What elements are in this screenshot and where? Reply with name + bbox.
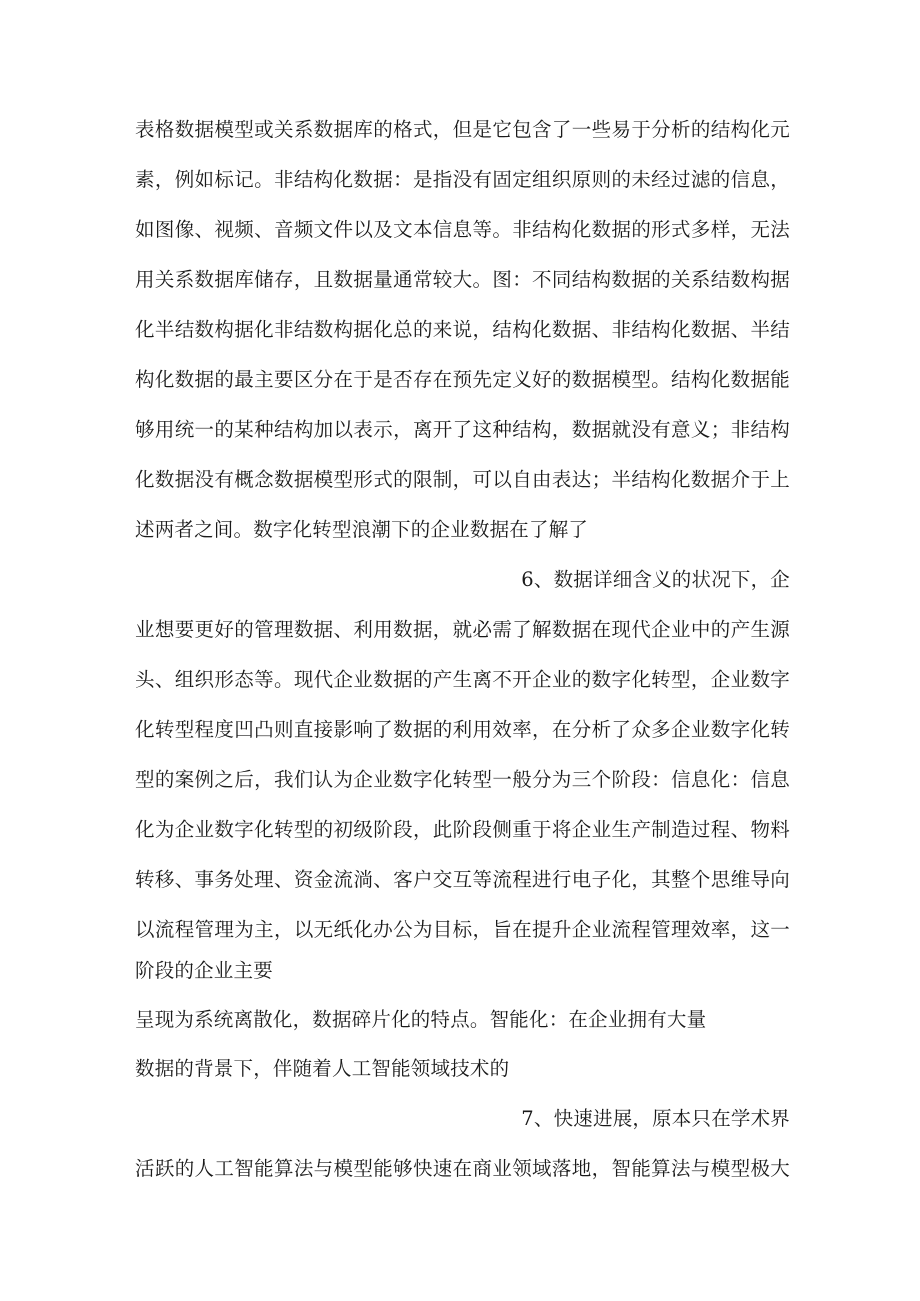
text-line: 业想要更好的管理数据、利用数据，就必需了解数据在现代企业中的产生源	[135, 618, 790, 641]
text-line: 表格数据模型或关系数据库的格式，但是它包含了一些易于分析的结构化元	[135, 118, 790, 141]
text-line: 化半结数构据化非结数构据化总的来说，结构化数据、非结构化数据、半结	[135, 318, 790, 341]
section-heading-6: 6、数据详细含义的状况下，企	[521, 568, 790, 591]
text-line: 述两者之间。数字化转型浪潮下的企业数据在了解了	[135, 518, 589, 541]
text-line: 化转型程度凹凸则直接影响了数据的利用效率，在分析了众多企业数字化转	[135, 718, 790, 741]
text-line: 如图像、视频、音频文件以及文本信息等。非结构化数据的形式多样，无法	[135, 218, 790, 241]
text-line: 够用统一的某种结构加以表示，离开了这种结构，数据就没有意义；非结构	[135, 418, 790, 441]
text-line: 呈现为系统离散化，数据碎片化的特点。智能化：在企业拥有大量	[135, 1008, 707, 1031]
text-line: 转移、事务处理、资金流淌、客户交互等流程进行电子化，其整个思维导向	[135, 868, 790, 891]
text-line: 头、组织形态等。现代企业数据的产生离不开企业的数字化转型，企业数字	[135, 668, 790, 691]
text-line: 化数据没有概念数据模型形式的限制，可以自由表达；半结构化数据介于上	[135, 468, 790, 491]
text-line: 活跃的人工智能算法与模型能够快速在商业领域落地，智能算法与模型极大	[135, 1157, 790, 1180]
text-line: 素，例如标记。非结构化数据：是指没有固定组织原则的未经过滤的信息，	[135, 168, 790, 191]
text-line: 型的案例之后，我们认为企业数字化转型一般分为三个阶段：信息化：信息	[135, 768, 790, 791]
section-heading-7: 7、快速进展，原本只在学术界	[521, 1107, 790, 1130]
text-line: 阶段的企业主要	[135, 959, 273, 982]
text-line: 数据的背景下，伴随着人工智能领域技术的	[135, 1057, 510, 1080]
text-line: 化为企业数字化转型的初级阶段，此阶段侧重于将企业生产制造过程、物料	[135, 818, 790, 841]
text-line: 构化数据的最主要区分在于是否存在预先定义好的数据模型。结构化数据能	[135, 368, 790, 391]
text-line: 用关系数据库储存，且数据量通常较大。图：不同结构数据的关系结数构据	[135, 268, 790, 291]
text-line: 以流程管理为主，以无纸化办公为目标，旨在提升企业流程管理效率，这一	[135, 918, 790, 941]
